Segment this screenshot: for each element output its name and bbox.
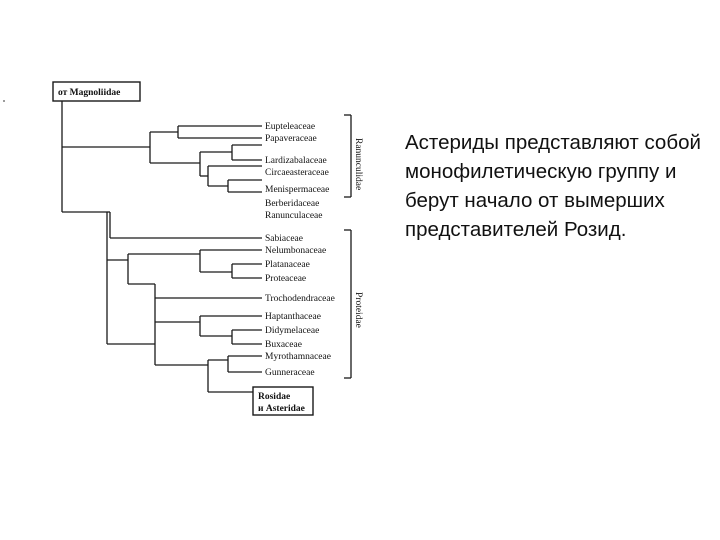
- taxon-label: Menispermaceae: [265, 185, 330, 195]
- group-label-proteidae: Proteidae: [353, 292, 363, 328]
- taxon-label: Haptanthaceae: [265, 312, 321, 322]
- caption-text: Астериды представляют собой монофилетическую группу и берут начало от вымерших представителей Розид.: [405, 131, 701, 241]
- taxon-label: Circaeasteraceae: [265, 168, 329, 178]
- taxon-label: Buxaceae: [265, 340, 302, 350]
- taxon-labels: [265, 122, 335, 378]
- root-box-label: от Magnoliidae: [58, 88, 121, 98]
- taxon-label: Berberidaceae: [265, 199, 320, 209]
- terminal-box-label-line1: Rosidae: [258, 392, 291, 402]
- taxon-label: Gunneraceae: [265, 368, 315, 378]
- group-label-ranunculidae: Ranunculidae: [353, 138, 363, 191]
- taxon-label: Nelumbonaceae: [265, 246, 327, 256]
- taxon-label: Myrothamnaceae: [265, 352, 331, 362]
- tree-branches: [62, 101, 262, 392]
- taxon-label: Trochodendraceae: [265, 294, 335, 304]
- taxon-label: Didymelaceae: [265, 326, 320, 336]
- taxon-label: Lardizabalaceae: [265, 156, 327, 166]
- taxon-label: Eupteleaceae: [265, 122, 316, 132]
- taxon-label: Papaveraceae: [265, 134, 317, 144]
- taxon-label: Platanaceae: [265, 260, 310, 270]
- terminal-box-label-line2: и Asteridae: [258, 404, 305, 414]
- taxon-label: Proteaceae: [265, 274, 307, 284]
- taxon-label: Ranunculaceae: [265, 211, 323, 221]
- stray-dot: [3, 100, 5, 102]
- taxon-label: Sabiaceae: [265, 234, 303, 244]
- group-brackets: [344, 115, 351, 378]
